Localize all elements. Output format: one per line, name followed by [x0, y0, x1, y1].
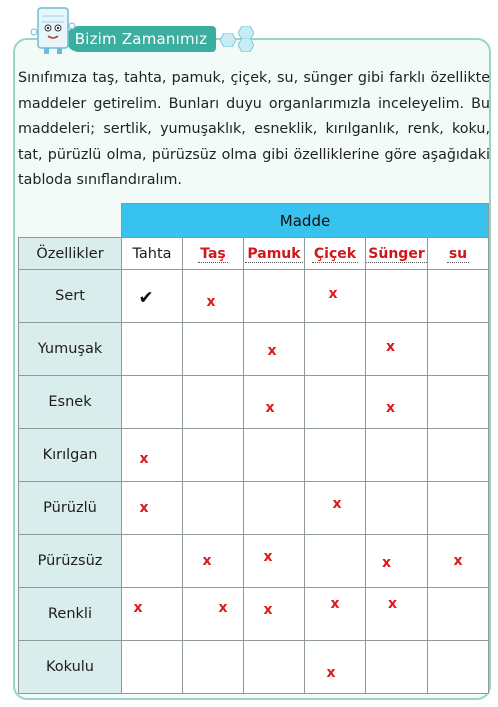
x-mark: x — [381, 555, 392, 571]
x-mark: x — [385, 339, 396, 355]
table-cell[interactable] — [305, 588, 366, 641]
x-mark: x — [385, 400, 396, 416]
column-header-taş — [183, 238, 244, 270]
x-mark: x — [206, 294, 216, 310]
x-mark: x — [326, 665, 336, 681]
row-label: Sert — [19, 270, 122, 323]
column-header-label: Pamuk — [247, 245, 301, 262]
table-cell[interactable] — [366, 429, 428, 482]
table-cell[interactable] — [428, 376, 489, 429]
table-cell[interactable] — [122, 641, 183, 694]
row-label: Esnek — [19, 376, 122, 429]
table-cell[interactable] — [305, 270, 366, 323]
table-cell[interactable] — [428, 588, 489, 641]
x-mark: x — [328, 286, 338, 302]
table-cell[interactable] — [244, 323, 305, 376]
table-cell[interactable] — [244, 270, 305, 323]
column-header-label: su — [448, 245, 468, 262]
madde-group-header: Madde — [122, 204, 489, 238]
table-cell[interactable] — [428, 429, 489, 482]
column-header-su — [428, 238, 489, 270]
row-label: Renkli — [19, 588, 122, 641]
notebook-mascot-icon — [30, 6, 80, 56]
table-row — [19, 270, 489, 323]
table-cell[interactable] — [366, 270, 428, 323]
table-cell[interactable] — [428, 641, 489, 694]
row-label: Kokulu — [19, 641, 122, 694]
x-mark: x — [218, 600, 228, 616]
table-corner-blank — [19, 204, 122, 238]
table-cell[interactable] — [244, 376, 305, 429]
table-cell[interactable] — [122, 323, 183, 376]
table-cell[interactable] — [366, 588, 428, 641]
table-row — [19, 429, 489, 482]
classification-table — [18, 203, 489, 694]
hexagon-icon — [220, 33, 236, 47]
table-cell[interactable] — [366, 641, 428, 694]
x-mark: x — [263, 549, 273, 565]
table-cell[interactable] — [305, 641, 366, 694]
table-cell[interactable] — [122, 482, 183, 535]
x-mark: x — [332, 496, 342, 512]
x-mark: x — [265, 400, 275, 416]
column-header-çiçek — [305, 238, 366, 270]
table-cell[interactable] — [366, 323, 428, 376]
table-cell[interactable] — [122, 535, 183, 588]
table-cell[interactable] — [244, 641, 305, 694]
row-label: Yumuşak — [19, 323, 122, 376]
column-header-pamuk — [244, 238, 305, 270]
table-cell[interactable] — [183, 376, 244, 429]
x-mark: x — [202, 553, 212, 569]
column-header-label: Taş — [200, 245, 226, 262]
table-cell[interactable] — [305, 482, 366, 535]
table-cell[interactable] — [428, 482, 489, 535]
table-cell[interactable] — [428, 535, 489, 588]
table-cell[interactable] — [122, 588, 183, 641]
table-cell[interactable] — [183, 535, 244, 588]
x-mark: x — [330, 596, 340, 612]
table-cell[interactable] — [244, 482, 305, 535]
x-mark: x — [453, 553, 463, 569]
x-mark: x — [387, 596, 398, 612]
check-mark: ✔ — [138, 287, 154, 309]
table-cell[interactable] — [366, 376, 428, 429]
column-header-sünger — [366, 238, 428, 270]
section-title: Bizim Zamanımız — [66, 26, 216, 52]
table-row — [19, 376, 489, 429]
table-cell[interactable] — [305, 429, 366, 482]
hexagon-icon — [238, 38, 254, 52]
column-header-label: Çiçek — [313, 245, 357, 262]
column-header-label: Sünger — [368, 245, 425, 262]
table-cell[interactable] — [183, 588, 244, 641]
table-cell[interactable] — [183, 323, 244, 376]
table-cell[interactable] — [305, 376, 366, 429]
intro-paragraph: Sınıfımıza taş, tahta, pamuk, çiçek, su, sünger gibi farklı özellikte maddeler getirelim. Bunları duyu organlarımızla inceleyelim. Bu maddeleri; sertlik, yumuşaklık, esneklik, kırılganlık, renk, koku, tat, pürüzlü olma, pürüzsüz olma gibi özelliklerine göre aşağıdaki tabloda sınıflandıralım. — [18, 70, 490, 188]
table-row — [19, 588, 489, 641]
x-mark: x — [139, 500, 149, 516]
table-cell[interactable] — [305, 535, 366, 588]
column-header-label: Tahta — [132, 245, 172, 262]
table-row — [19, 641, 489, 694]
table-cell[interactable] — [428, 323, 489, 376]
table-cell[interactable] — [244, 588, 305, 641]
x-mark: x — [267, 343, 277, 359]
row-label: Pürüzsüz — [19, 535, 122, 588]
table-cell[interactable] — [122, 270, 183, 323]
table-cell[interactable] — [244, 429, 305, 482]
table-row — [19, 482, 489, 535]
table-cell[interactable] — [183, 429, 244, 482]
x-mark: x — [139, 451, 149, 467]
table-cell[interactable] — [428, 270, 489, 323]
table-cell[interactable] — [122, 429, 183, 482]
table-cell[interactable] — [366, 482, 428, 535]
row-label: Kırılgan — [19, 429, 122, 482]
table-row — [19, 535, 489, 588]
column-header-tahta — [122, 238, 183, 270]
ozellikler-header: Özellikler — [19, 238, 122, 270]
table-cell[interactable] — [183, 482, 244, 535]
x-mark: x — [133, 600, 143, 616]
table-cell[interactable] — [122, 376, 183, 429]
table-row — [19, 323, 489, 376]
table-cell[interactable] — [305, 323, 366, 376]
table-cell[interactable] — [244, 535, 305, 588]
table-cell[interactable] — [366, 535, 428, 588]
table-cell[interactable] — [183, 270, 244, 323]
row-label: Pürüzlü — [19, 482, 122, 535]
table-cell[interactable] — [183, 641, 244, 694]
x-mark: x — [263, 602, 273, 618]
